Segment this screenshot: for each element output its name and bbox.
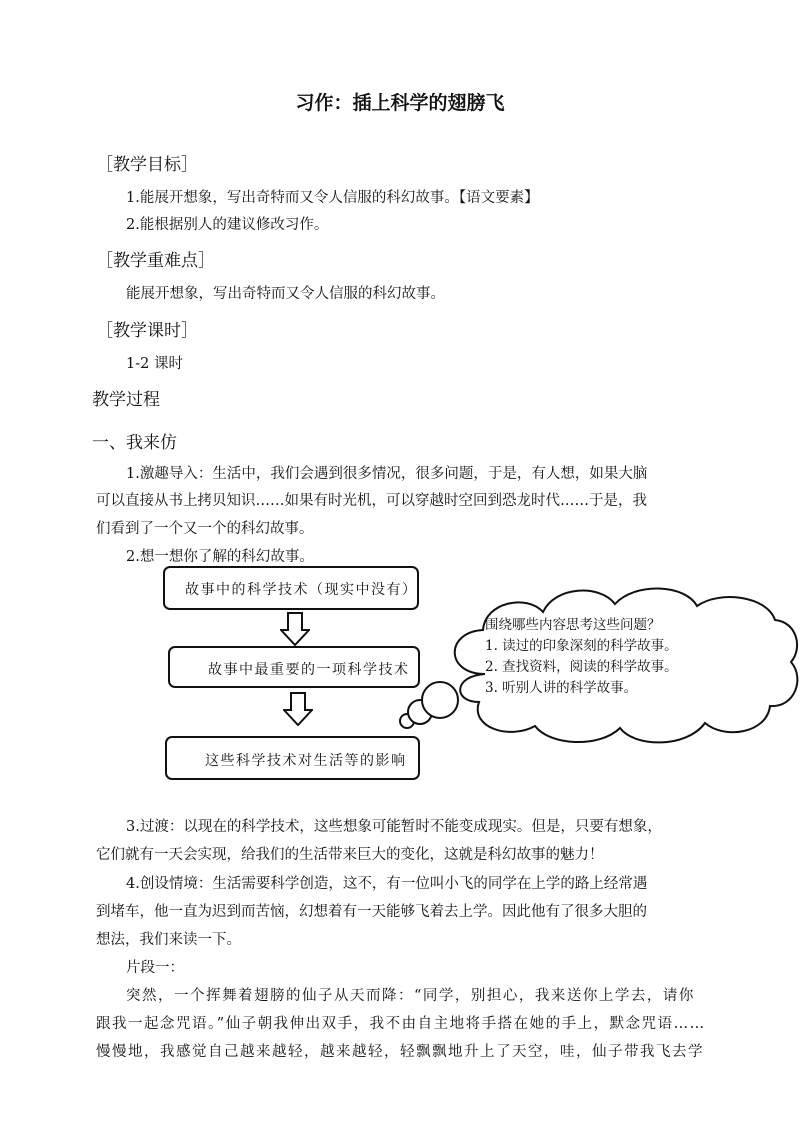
fragment-line: 突然，一个挥舞着翅膀的仙子从天而降：“同学，别担心，我来送你上学去，请你 xyxy=(126,988,695,1004)
paragraph-line: 2.想一想你了解的科幻故事。 xyxy=(126,549,314,565)
key-points-text: 能展开想象，写出奇特而又令人信服的科幻故事。 xyxy=(126,286,445,302)
flow-box-3-label: 这些科学技术对生活等的影响 xyxy=(205,753,407,769)
objective-item: 2.能根据别人的建议修改习作。 xyxy=(126,217,329,233)
fragment-line: 跟我一起念咒语。”仙子朝我伸出双手，我不由自主地将手搭在她的手上，默念咒语…… xyxy=(96,1016,706,1032)
flow-box-3 xyxy=(165,736,420,780)
paragraph-line: 可以直接从书上拷贝知识……如果有时光机，可以穿越时空回到恐龙时代……于是，我 xyxy=(96,493,647,509)
period-heading: ［教学课时］ xyxy=(96,321,198,341)
page-title: 习作：插上科学的翅膀飞 xyxy=(295,92,505,114)
cloud-question: 围绕哪些内容思考这些问题？ xyxy=(485,617,661,633)
flow-box-1 xyxy=(163,566,419,610)
paragraph-line: 到堵车，他一直为迟到而苦恼，幻想着有一天能够飞着去上学。因此他有了很多大胆的 xyxy=(96,904,647,920)
down-arrow-icon xyxy=(283,692,313,726)
fragment-label: 片段一： xyxy=(126,960,184,976)
process-heading: 教学过程 xyxy=(92,390,160,410)
paragraph-line: 们看到了一个又一个的科幻故事。 xyxy=(96,521,314,537)
flow-box-1-label: 故事中的科学技术（现实中没有） xyxy=(185,582,418,598)
paragraph-line: 3.过渡：以现在的科学技术，这些想象可能暂时不能变成现实。但是，只要有想象， xyxy=(126,819,662,835)
fragment-line: 慢慢地，我感觉自己越来越轻，越来越轻，轻飘飘地升上了天空，哇，仙子带我飞去学 xyxy=(96,1044,704,1060)
objective-item: 1.能展开想象，写出奇特而又令人信服的科幻故事。【语文要素】 xyxy=(126,190,539,206)
cloud-item: 2. 查找资料，阅读的科学故事。 xyxy=(485,659,678,675)
down-arrow-icon xyxy=(280,612,310,646)
cloud-item: 1. 读过的印象深刻的科学故事。 xyxy=(485,638,678,654)
flow-box-2-label: 故事中最重要的一项科学技术 xyxy=(208,662,410,678)
paragraph-line: 1.激趣导入：生活中，我们会遇到很多情况，很多问题，于是，有人想，如果大脑 xyxy=(126,466,648,482)
flow-box-2 xyxy=(168,646,420,688)
objectives-heading: ［教学目标］ xyxy=(96,155,198,175)
paragraph-line: 4.创设情境：生活需要科学创造，这不，有一位叫小飞的同学在上学的路上经常遇 xyxy=(126,876,648,892)
part1-heading: 一、我来仿 xyxy=(92,433,177,453)
cloud-item: 3. 听别人讲的科学故事。 xyxy=(485,680,638,696)
key-points-heading: ［教学重难点］ xyxy=(96,251,215,271)
period-text: 1-2 课时 xyxy=(126,356,183,372)
paragraph-line: 它们就有一天会实现，给我们的生活带来巨大的变化，这就是科幻故事的魅力！ xyxy=(96,847,604,863)
paragraph-line: 想法，我们来读一下。 xyxy=(96,932,241,948)
